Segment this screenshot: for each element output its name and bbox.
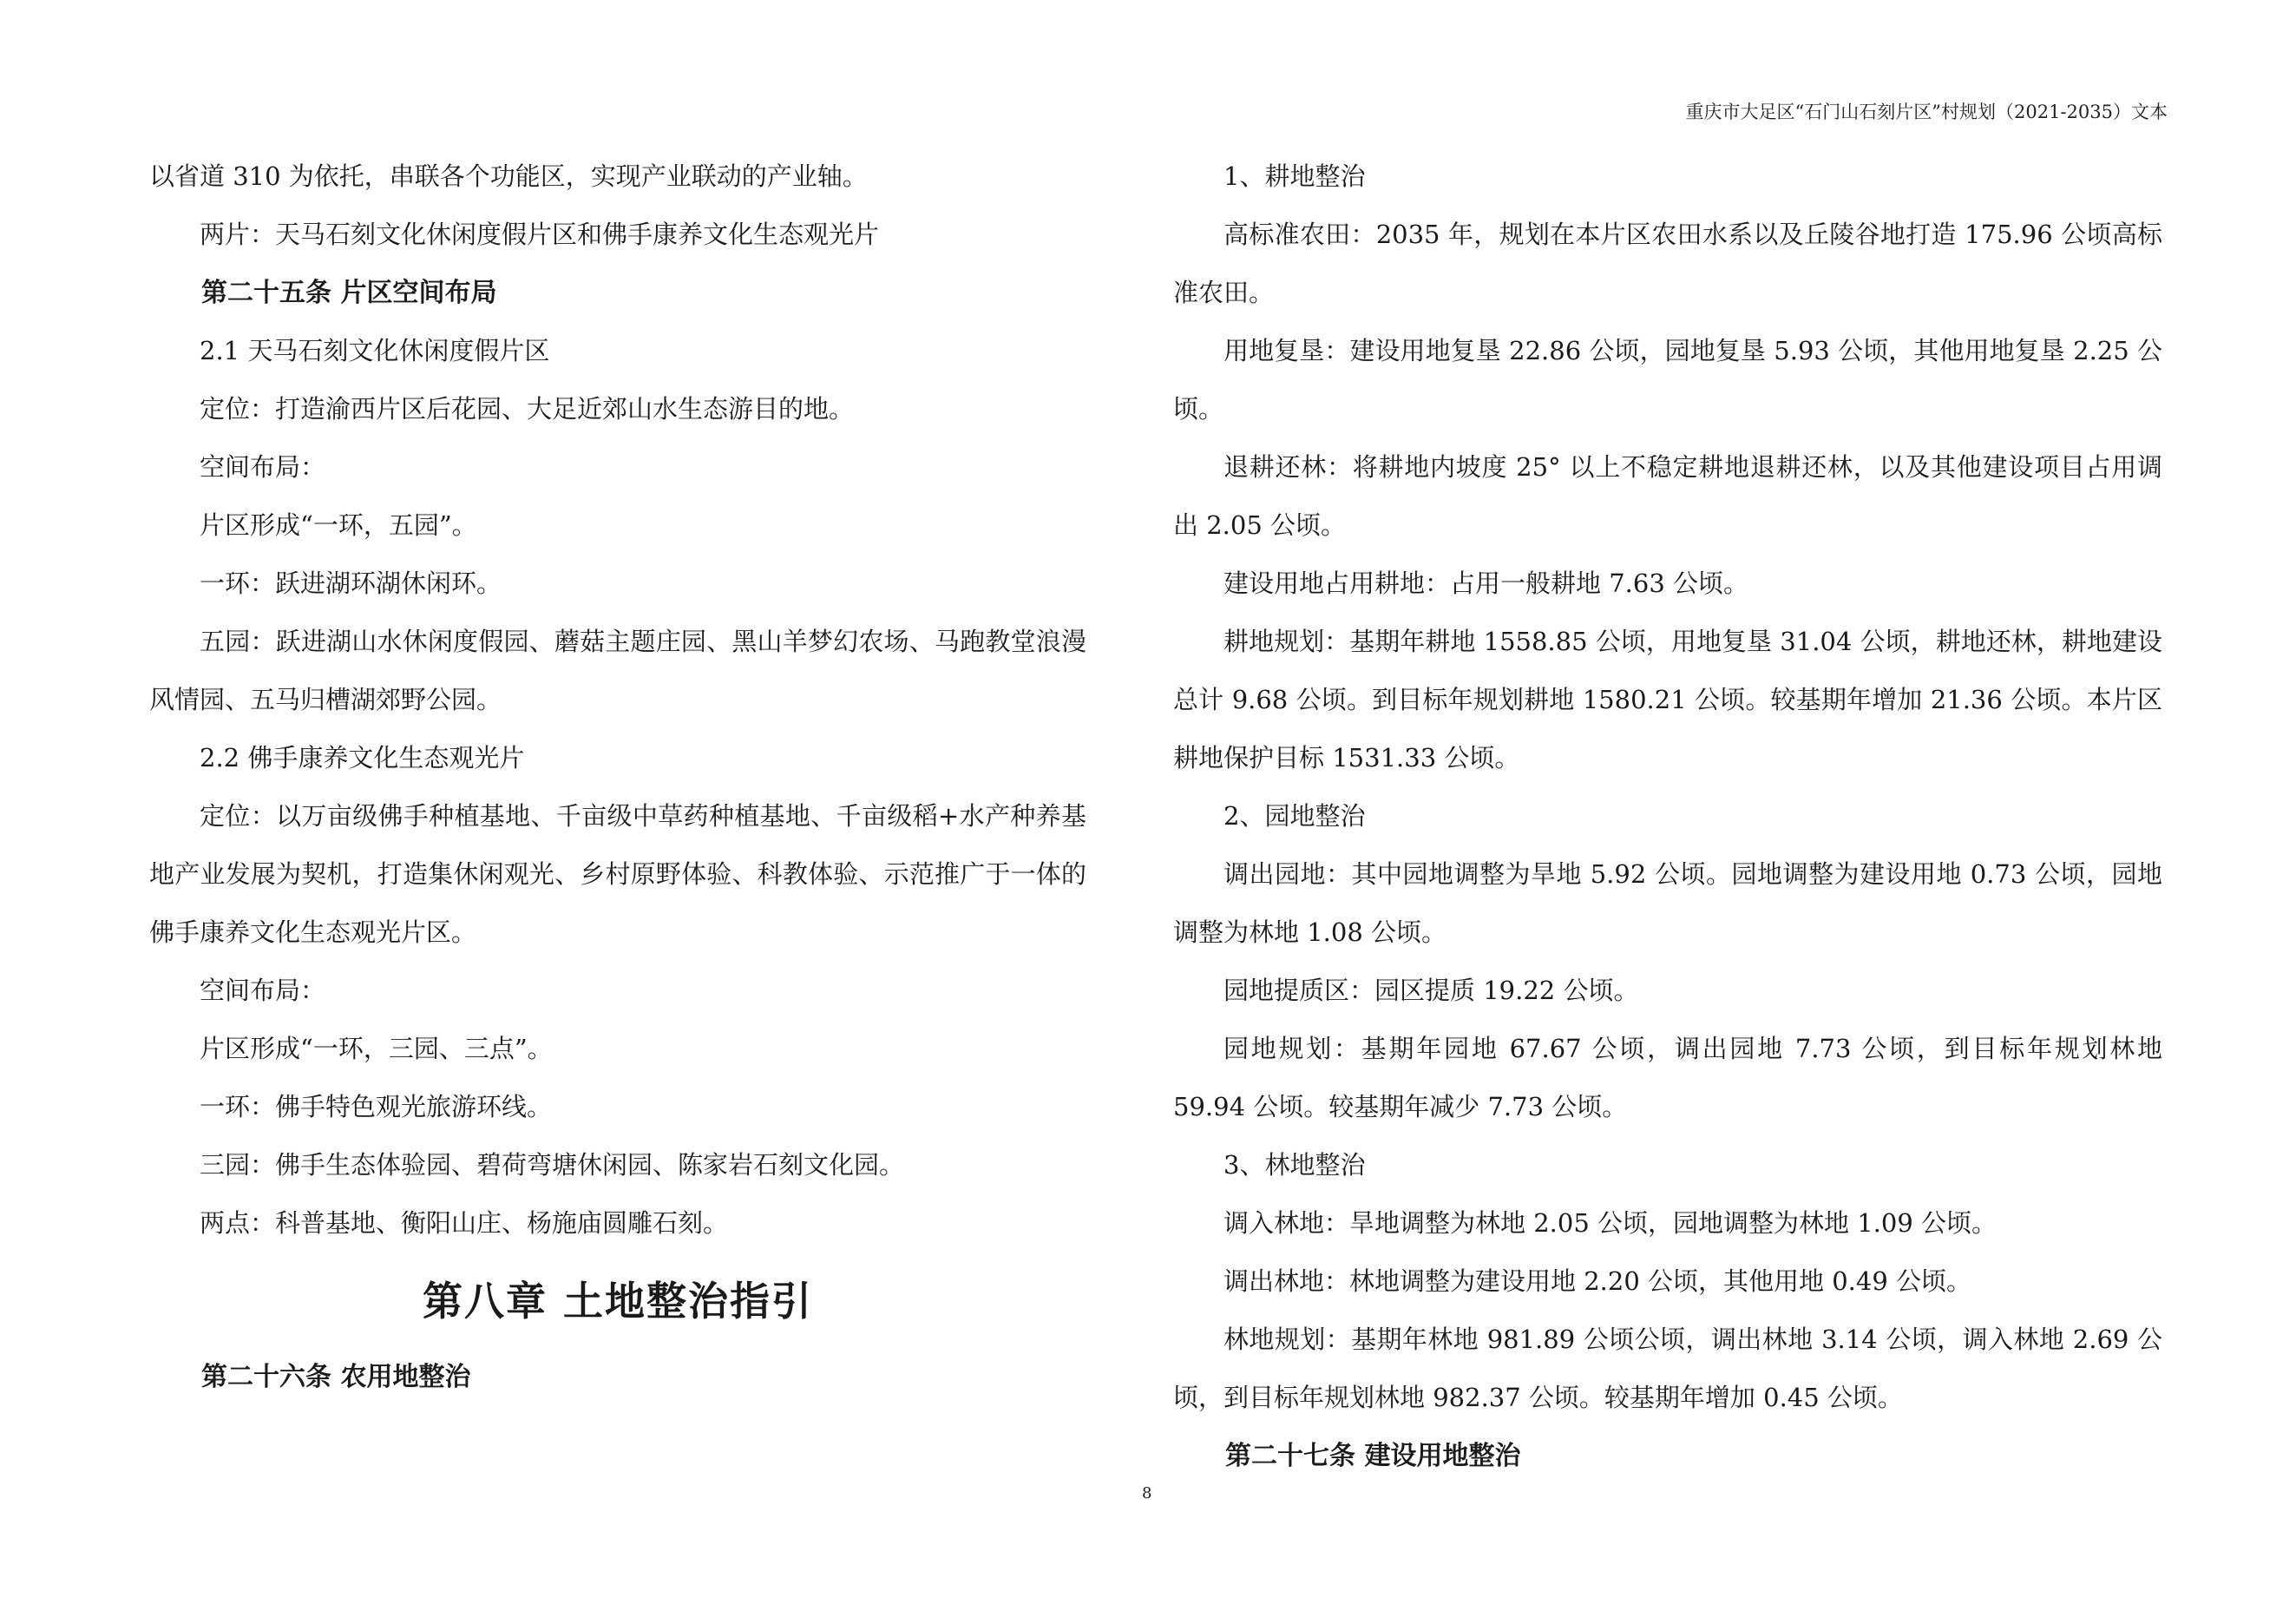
paragraph: 耕地规划：基期年耕地 1558.85 公顷，用地复垦 31.04 公顷，耕地还林，耕地建设总计 9.68 公顷。到目标年规划耕地 1580.21 公顷。较基期年增加 21.36 公顷。本片区耕地保护目标 1531.33 公顷。 [1173, 627, 2162, 773]
paragraph: 片区形成“一环，三园、三点”。 [200, 1034, 553, 1063]
paragraph: 园地规划：基期年园地 67.67 公顷，调出园地 7.73 公顷，到目标年规划林地 59.94 公顷。较基期年减少 7.73 公顷。 [1173, 1034, 2162, 1121]
page-number: 8 [1142, 1484, 1152, 1502]
paragraph: 用地复垦：建设用地复垦 22.86 公顷，园地复垦 5.93 公顷，其他用地复垦 2.25 公顷。 [1173, 336, 2162, 424]
paragraph: 退耕还林：将耕地内坡度 25° 以上不稳定耕地退耕还林，以及其他建设项目占用调出 2.05 公顷。 [1173, 452, 2162, 540]
paragraph: 调入林地：旱地调整为林地 2.05 公顷，园地调整为林地 1.09 公顷。 [1223, 1208, 1998, 1238]
article-heading-27: 第二十七条 建设用地整治 [1225, 1441, 1521, 1471]
paragraph: 三园：佛手生态体验园、碧荷弯塘休闲园、陈家岩石刻文化园。 [200, 1150, 905, 1180]
paragraph: 两片：天马石刻文化休闲度假片区和佛手康养文化生态观光片 [200, 220, 880, 249]
paragraph: 林地规划：基期年林地 981.89 公顷公顷，调出林地 3.14 公顷，调入林地 2.69 公顷，到目标年规划林地 982.37 公顷。较基期年增加 0.45 公顷。 [1173, 1325, 2162, 1412]
right-column [1173, 148, 2162, 1485]
paragraph: 两点：科普基地、衡阳山庄、杨施庙圆雕石刻。 [200, 1208, 729, 1238]
paragraph: 五园：跃进湖山水休闲度假园、蘑菇主题庄园、黑山羊梦幻农场、马跑教堂浪漫风情园、五马归槽湖郊野公园。 [149, 627, 1086, 714]
subsection-heading: 1、耕地整治 [1223, 161, 1366, 191]
paragraph: 以省道 310 为依托，串联各个功能区，实现产业联动的产业轴。 [149, 161, 868, 191]
paragraph: 空间布局： [200, 452, 326, 482]
paragraph: 定位：打造渝西片区后花园、大足近郊山水生态游目的地。 [200, 394, 855, 424]
paragraph: 定位：以万亩级佛手种植基地、千亩级中草药种植基地、千亩级稻+水产种养基地产业发展为契机，打造集休闲观光、乡村原野体验、科教体验、示范推广于一体的佛手康养文化生态观光片区。 [149, 801, 1086, 947]
subsection-heading: 3、林地整治 [1223, 1150, 1366, 1180]
running-header: 重庆市大足区“石门山石刻片区”村规划（2021-2035）文本 [1685, 102, 2168, 122]
paragraph: 空间布局： [200, 976, 326, 1005]
article-heading-25: 第二十五条 片区空间布局 [201, 278, 497, 308]
paragraph: 一环：跃进湖环湖休闲环。 [200, 569, 502, 598]
subsection-heading: 2.1 天马石刻文化休闲度假片区 [200, 336, 550, 365]
paragraph: 高标准农田：2035 年，规划在本片区农田水系以及丘陵谷地打造 175.96 公顷高标准农田。 [1173, 220, 2162, 307]
article-heading-26: 第二十六条 农用地整治 [201, 1362, 471, 1392]
chapter-title: 第八章 土地整治指引 [422, 1278, 813, 1325]
paragraph: 调出林地：林地调整为建设用地 2.20 公顷，其他用地 0.49 公顷。 [1223, 1266, 1972, 1296]
subsection-heading: 2、园地整治 [1223, 801, 1366, 831]
paragraph: 一环：佛手特色观光旅游环线。 [200, 1092, 553, 1121]
paragraph: 调出园地：其中园地调整为旱地 5.92 公顷。园地调整为建设用地 0.73 公顷，园地调整为林地 1.08 公顷。 [1173, 859, 2162, 947]
paragraph: 片区形成“一环，五园”。 [200, 510, 477, 540]
paragraph: 建设用地占用耕地：占用一般耕地 7.63 公顷。 [1223, 569, 1749, 598]
left-column [149, 148, 1086, 1406]
paragraph: 园地提质区：园区提质 19.22 公顷。 [1223, 976, 1639, 1005]
subsection-heading: 2.2 佛手康养文化生态观光片 [200, 743, 525, 773]
